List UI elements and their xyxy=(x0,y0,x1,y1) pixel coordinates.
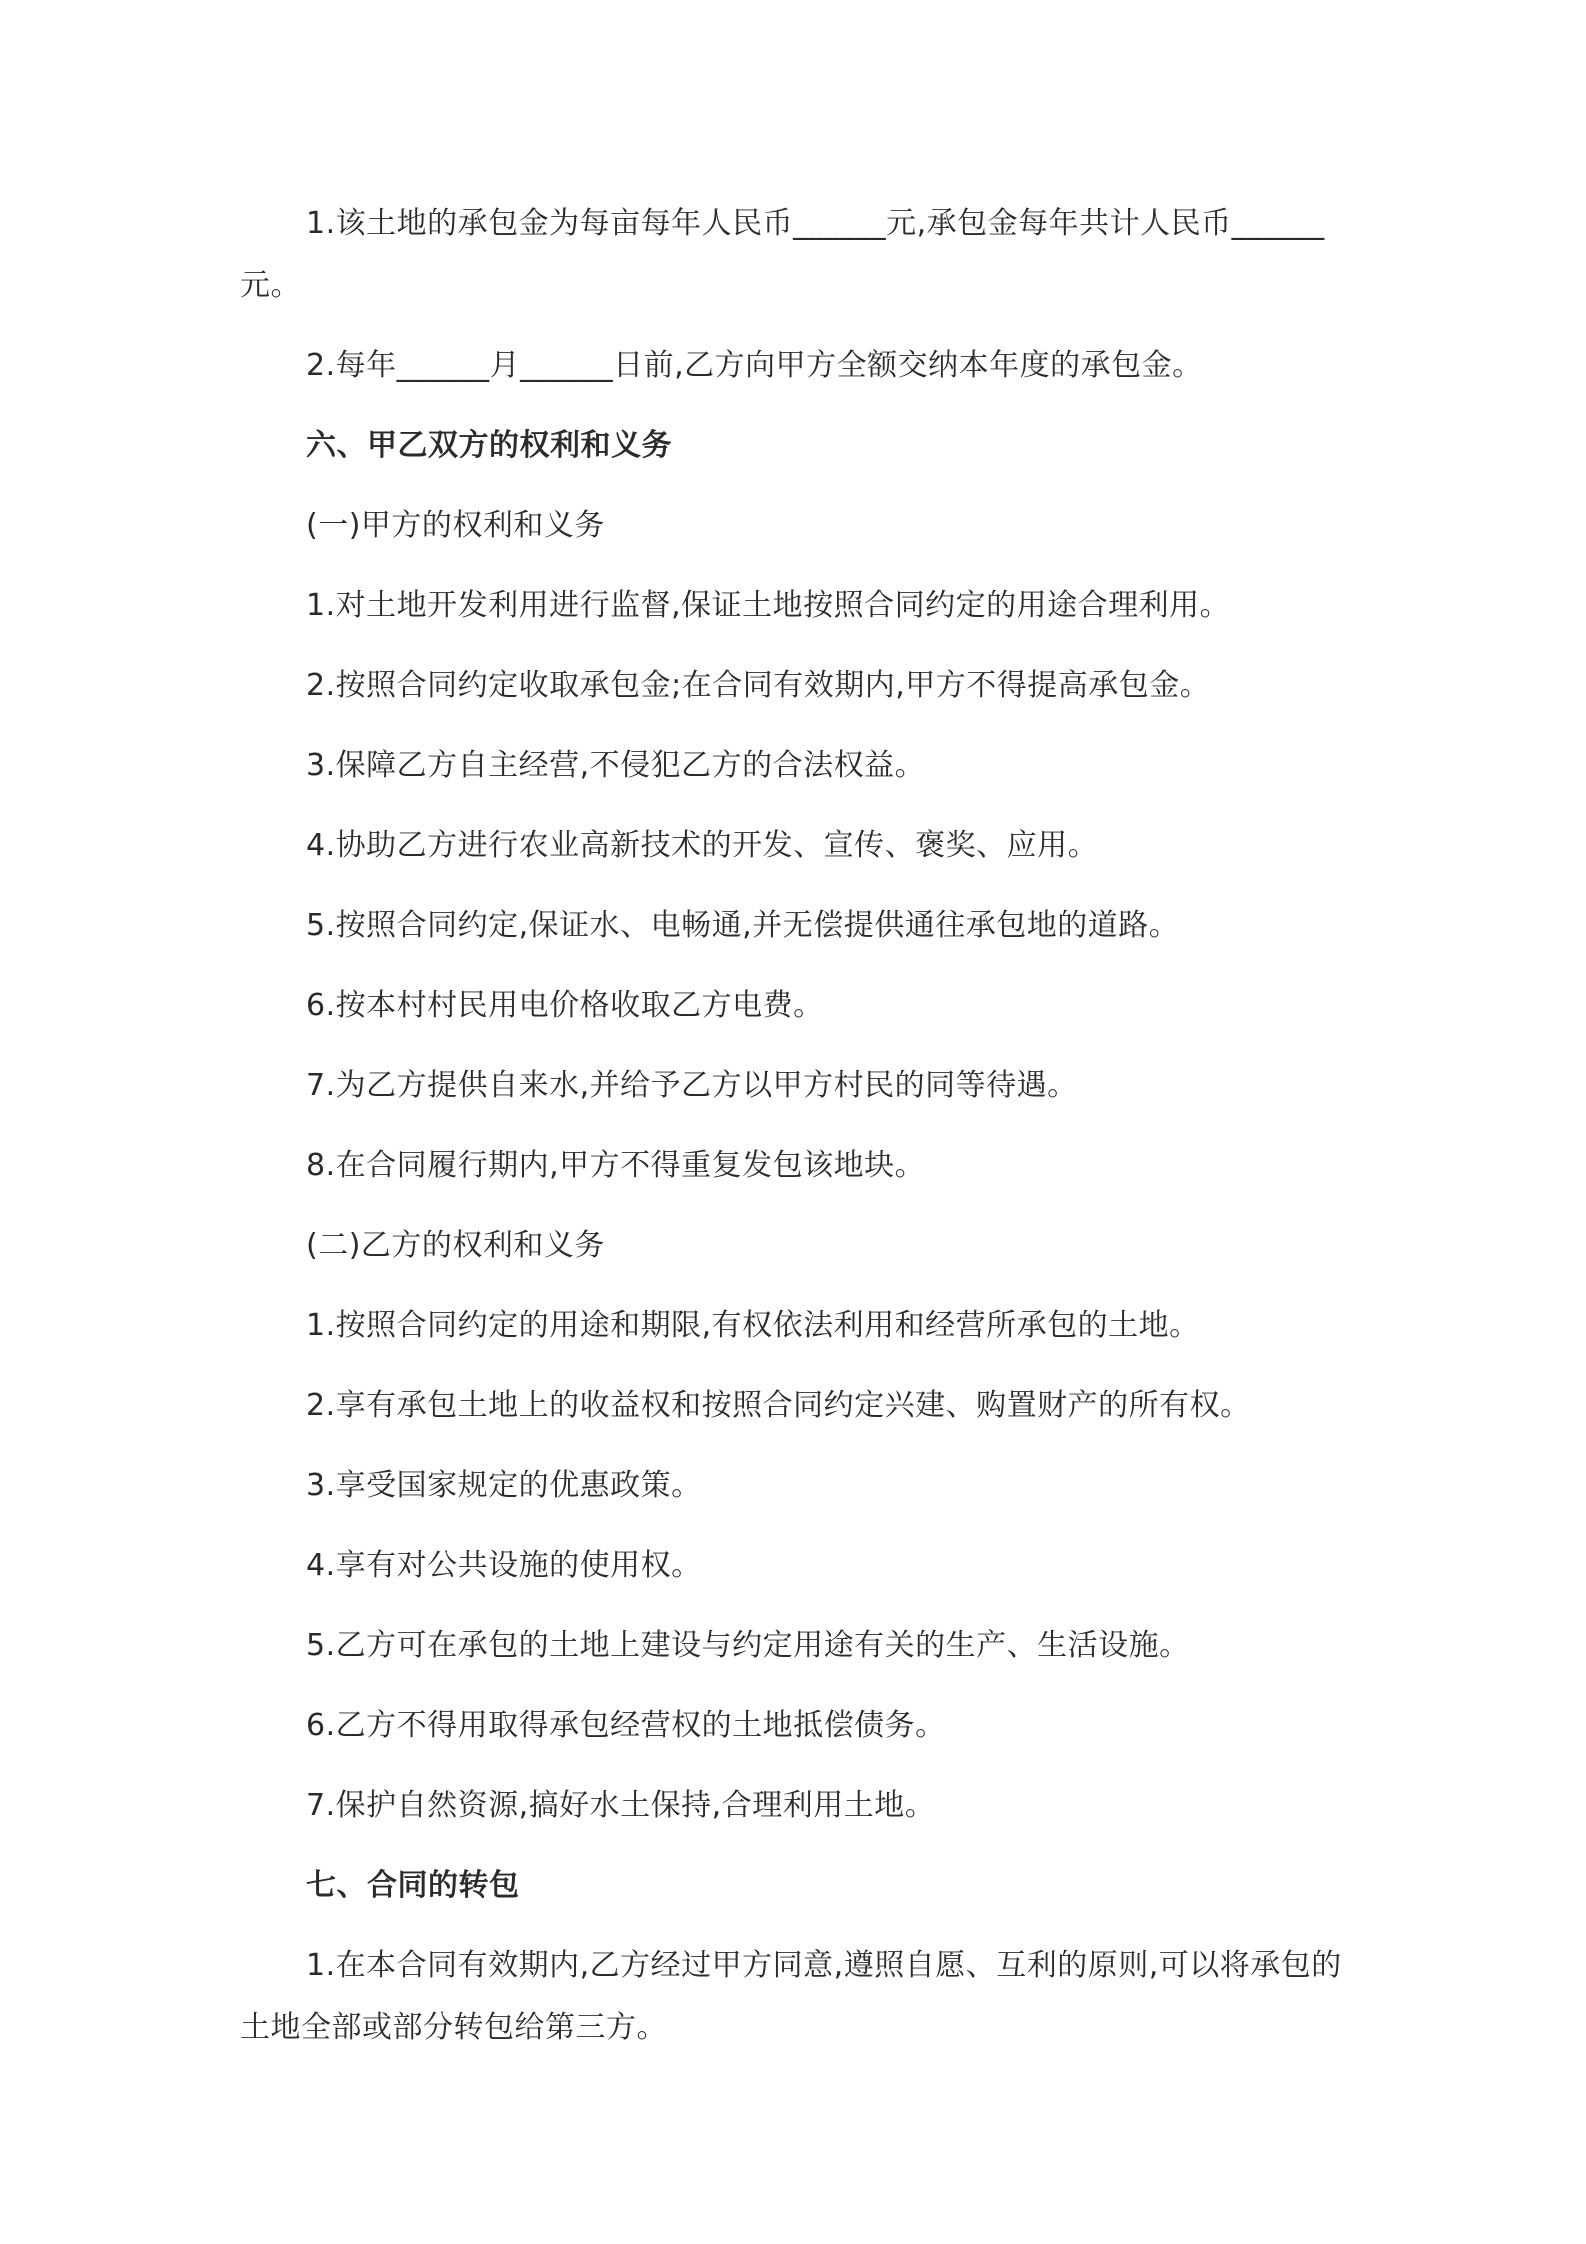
document-body xyxy=(240,193,1360,2077)
party-b-item-1: 1.按照合同约定的用途和期限,有权依法利用和经营所承包的土地。 xyxy=(306,1308,1200,1343)
section-heading-subcontract: 七、合同的转包 xyxy=(306,1868,520,1903)
party-b-item-4: 4.享有对公共设施的使用权。 xyxy=(306,1548,702,1583)
party-b-item-5: 5.乙方可在承包的土地上建设与约定用途有关的生产、生活设施。 xyxy=(306,1628,1190,1663)
party-a-item-4: 4.协助乙方进行农业高新技术的开发、宣传、褒奖、应用。 xyxy=(306,828,1099,863)
party-b-item-2: 2.享有承包土地上的收益权和按照合同约定兴建、购置财产的所有权。 xyxy=(306,1388,1251,1423)
clause-fee-per-mu: 1.该土地的承包金为每亩每年人民币______元,承包金每年共计人民币______元。 xyxy=(240,206,1325,303)
party-a-item-2: 2.按照合同约定收取承包金;在合同有效期内,甲方不得提高承包金。 xyxy=(306,668,1211,703)
subsection-party-a: (一)甲方的权利和义务 xyxy=(306,508,605,543)
subsection-party-b: (二)乙方的权利和义务 xyxy=(306,1228,605,1263)
party-a-item-3: 3.保障乙方自主经营,不侵犯乙方的合法权益。 xyxy=(306,748,926,783)
party-b-item-6: 6.乙方不得用取得承包经营权的土地抵偿债务。 xyxy=(306,1708,946,1743)
party-a-item-7: 7.为乙方提供自来水,并给予乙方以甲方村民的同等待遇。 xyxy=(306,1068,1078,1103)
clause-payment-date: 2.每年______月______日前,乙方向甲方全额交纳本年度的承包金。 xyxy=(306,348,1203,383)
party-a-item-8: 8.在合同履行期内,甲方不得重复发包该地块。 xyxy=(306,1148,926,1183)
party-b-item-7: 7.保护自然资源,搞好水土保持,合理利用土地。 xyxy=(306,1788,936,1823)
section-heading-rights-duties: 六、甲乙双方的权利和义务 xyxy=(306,428,672,463)
party-a-item-1: 1.对土地开发利用进行监督,保证土地按照合同约定的用途合理利用。 xyxy=(306,588,1231,623)
subcontract-item-1: 1.在本合同有效期内,乙方经过甲方同意,遵照自愿、互利的原则,可以将承包的土地全部或部分转包给第三方。 xyxy=(240,1948,1342,2045)
party-a-item-5: 5.按照合同约定,保证水、电畅通,并无偿提供通往承包地的道路。 xyxy=(306,908,1180,943)
party-a-item-6: 6.按本村村民用电价格收取乙方电费。 xyxy=(306,988,824,1023)
party-b-item-3: 3.享受国家规定的优惠政策。 xyxy=(306,1468,702,1503)
